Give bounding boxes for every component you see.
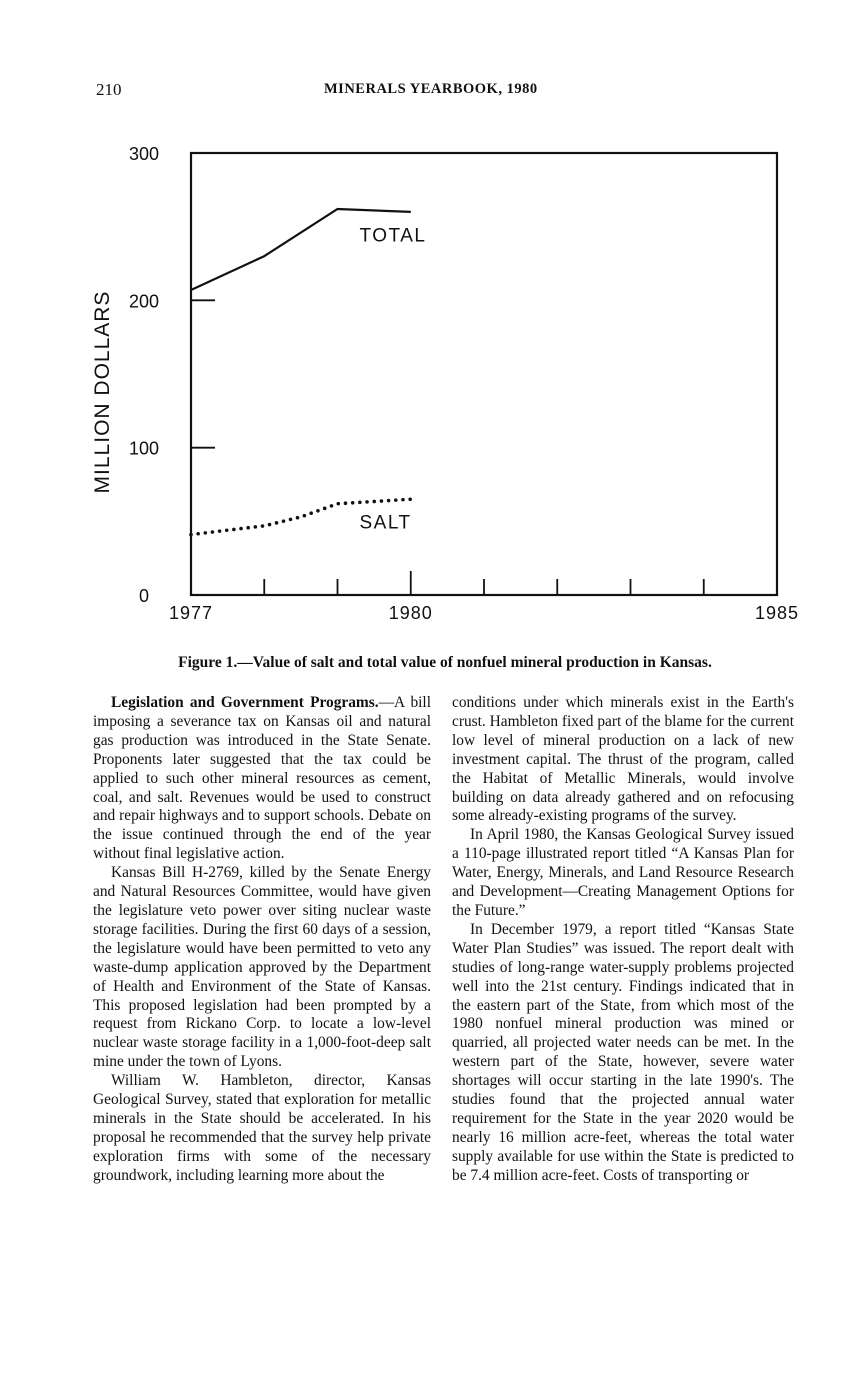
page-number: 210 [96, 80, 122, 99]
paragraph [93, 694, 431, 864]
text-column-right [452, 694, 794, 1186]
x-tick-label: 1980 [388, 603, 433, 623]
paragraph: In April 1980, the Kansas Geological Survey issued a 110-page illustrated report titled “A Kansas Plan for Water, Energy, Minerals, and Land Resource Research and Development—Creating Management Options for the Future.” [452, 826, 794, 919]
series-label-salt: SALT [359, 512, 412, 534]
paragraph-text: —A bill imposing a severance tax on Kansas oil and natural gas production was introduced in the State Senate. Proponents later suggested that the tax could be applied to such other mineral resources as cement, coal, and salt. Revenues would be used to construct and repair highways and to support schools. Debate on the issue continued through the end of the year without final legislative action. [93, 694, 431, 863]
paragraph: William W. Hambleton, director, Kansas Geological Survey, stated that exploration for metallic minerals in the State should be accelerated. In his proposal he recommended that the survey help private exploration firms with some of the necessary groundwork, including learning more about the [93, 1072, 431, 1184]
line-chart [80, 135, 810, 630]
series-label-total: TOTAL [359, 225, 427, 247]
text-column-left [93, 694, 431, 1186]
figure-caption: Figure 1.—Value of salt and total value of nonfuel mineral production in Kansas. [178, 654, 712, 671]
y-tick-label: 200 [128, 291, 160, 312]
x-tick-label: 1977 [168, 603, 214, 623]
y-tick-label: 300 [128, 144, 160, 164]
paragraph: In December 1979, a report titled “Kansas State Water Plan Studies” was issued. The report dealt with studies of long-range water-supply problems projected well into the 21st century. Findings indicated that in the eastern part of the State, from which most of the 1980 nonfuel mineral production was mined or quarried, all projected water needs can be met. In the western part of the State, however, severe water shortages will occur starting in the late 1990's. The studies found that the projected annual water requirement for the State in the year 2020 would be nearly 16 million acre-feet, whereas the total water supply available for use within the State is predicted to be 7.4 million acre-feet. Costs of transporting or [452, 920, 794, 1184]
page-header [96, 80, 796, 104]
y-tick-label: 0 [138, 586, 150, 606]
section-heading: Legislation and Government Programs. [111, 694, 379, 711]
plot-frame [191, 153, 777, 595]
x-tick-label: 1985 [754, 603, 800, 623]
y-axis-label: MILLION DOLLARS [91, 290, 114, 494]
paragraph: conditions under which minerals exist in the Earth's crust. Hambleton fixed part of the blame for the current low level of mineral production on a lack of new investment capital. The thrust of the program, called the Habitat of Metallic Minerals, would involve building on data already gathered and on refocusing some already-existing programs of the survey. [452, 694, 794, 825]
running-title: MINERALS YEARBOOK, 1980 [324, 81, 538, 97]
y-tick-label: 100 [128, 438, 160, 459]
series-line-total [191, 209, 411, 290]
paragraph: Kansas Bill H-2769, killed by the Senate Energy and Natural Resources Committee, would have given the legislature veto power over siting nuclear waste storage facilities. During the first 60 days of a session, the legislature would have been permitted to veto any waste-dump application approved by the Department of Health and Environment of the State of Kansas. This proposed legislation had been prompted by a request from Rickano Corp. to locate a low-level nuclear waste storage facility in a 1,000-foot-deep salt mine under the town of Lyons. [93, 864, 431, 1071]
